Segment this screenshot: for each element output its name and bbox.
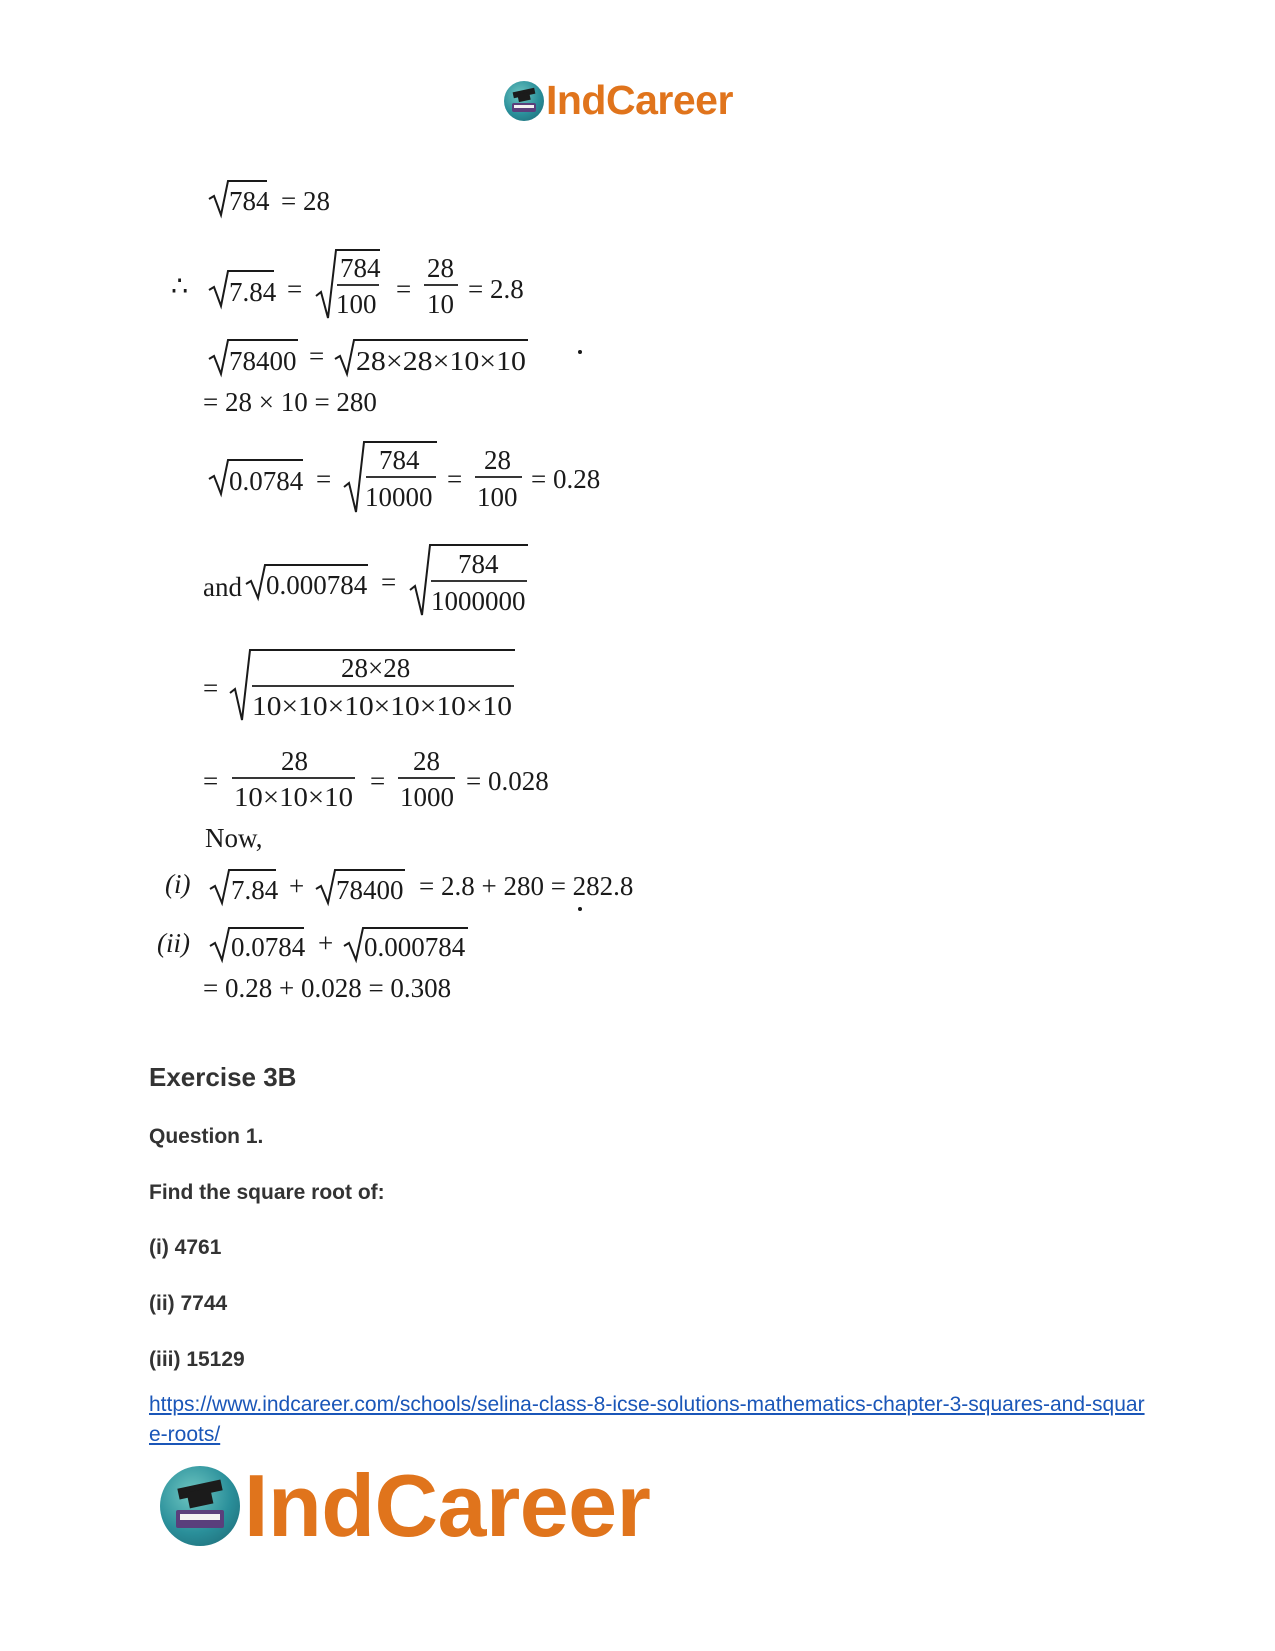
exercise-heading: Exercise 3B — [149, 1062, 297, 1092]
radicand: 78400 — [336, 875, 404, 905]
logo-wordmark: IndCareer — [244, 1456, 651, 1555]
math-line-8 — [203, 746, 549, 812]
radicand: 28×28×10×10 — [356, 346, 526, 376]
math-line-4 — [203, 387, 377, 417]
equals-sign: = — [370, 766, 386, 796]
equals-sign: = — [381, 567, 397, 597]
numerator: 28 — [413, 746, 440, 776]
denominator: 10×10×10 — [234, 782, 353, 812]
radicand: 0.0784 — [231, 932, 306, 962]
denominator: 1000 — [400, 782, 454, 812]
denominator: 100 — [477, 482, 518, 512]
result: = 2.8 + 280 = 282.8 — [419, 871, 634, 901]
therefore-symbol: ∴ — [171, 271, 189, 301]
math-line-10 — [157, 928, 468, 962]
math-text: Now, — [205, 823, 263, 853]
radicand: 7.84 — [231, 875, 279, 905]
graduation-cap-icon — [160, 1466, 240, 1546]
equals-sign: = — [203, 766, 219, 796]
radicand: 0.000784 — [364, 932, 466, 962]
math-line-5 — [209, 442, 600, 512]
footer-logo — [160, 1456, 651, 1555]
math-line-1 — [209, 181, 330, 216]
numerator: 784 — [458, 549, 499, 579]
stray-dot — [578, 350, 582, 354]
equals-sign: = — [309, 341, 325, 371]
math-text: = 0.28 + 0.028 = 0.308 — [203, 973, 452, 1003]
result: = 28 — [281, 186, 330, 216]
radicand: 0.0784 — [229, 466, 304, 496]
math-line-9 — [165, 869, 633, 911]
numerator: 28 — [281, 746, 308, 776]
math-line-6 — [203, 545, 528, 616]
source-link[interactable]: https://www.indcareer.com/schools/selina-class-8-icse-solutions-mathematics-chapter-3-squares-and-square-roots/ — [149, 1393, 1145, 1446]
result: = 0.028 — [466, 766, 549, 796]
denominator: 10000 — [365, 482, 433, 512]
equals-sign: = — [396, 274, 412, 304]
denominator: 10 — [427, 289, 454, 319]
math-line-3 — [209, 340, 582, 376]
equals-sign: = — [287, 274, 303, 304]
question-number: Question 1. — [149, 1125, 264, 1148]
numerator: 28 — [484, 445, 511, 475]
question-prompt: Find the square root of: — [149, 1181, 385, 1204]
numerator: 784 — [379, 445, 420, 475]
numerator: 28×28 — [341, 653, 411, 683]
numerator: 28 — [427, 253, 454, 283]
plus-sign: + — [289, 871, 305, 901]
question-item: (ii) 7744 — [149, 1292, 228, 1315]
question-item: (i) 4761 — [149, 1236, 222, 1259]
denominator: 100 — [336, 289, 377, 319]
numerator: 784 — [340, 253, 381, 283]
equals-sign: = — [447, 464, 463, 494]
equals-sign: = — [316, 464, 332, 494]
result: = 0.28 — [531, 464, 601, 494]
equals-sign: = — [203, 673, 219, 703]
result: = 2.8 — [468, 274, 524, 304]
denominator: 10×10×10×10×10×10 — [252, 691, 512, 721]
math-line-2 — [171, 250, 524, 319]
radicand: 784 — [229, 186, 270, 216]
question-item: (iii) 15129 — [149, 1348, 245, 1371]
item-label: (i) — [165, 869, 191, 899]
radicand: 78400 — [229, 346, 297, 376]
math-text: and — [203, 572, 242, 602]
stray-dot — [578, 907, 582, 911]
math-line-7 — [203, 650, 515, 721]
denominator: 1000000 — [431, 586, 526, 616]
math-text: = 28 × 10 = 280 — [203, 387, 377, 417]
logo-wordmark: IndCareer — [546, 77, 733, 123]
radicand: 7.84 — [229, 277, 277, 307]
plus-sign: + — [318, 928, 334, 958]
item-label: (ii) — [157, 928, 190, 958]
math-line-11 — [203, 973, 451, 1003]
radicand: 0.000784 — [266, 570, 368, 600]
